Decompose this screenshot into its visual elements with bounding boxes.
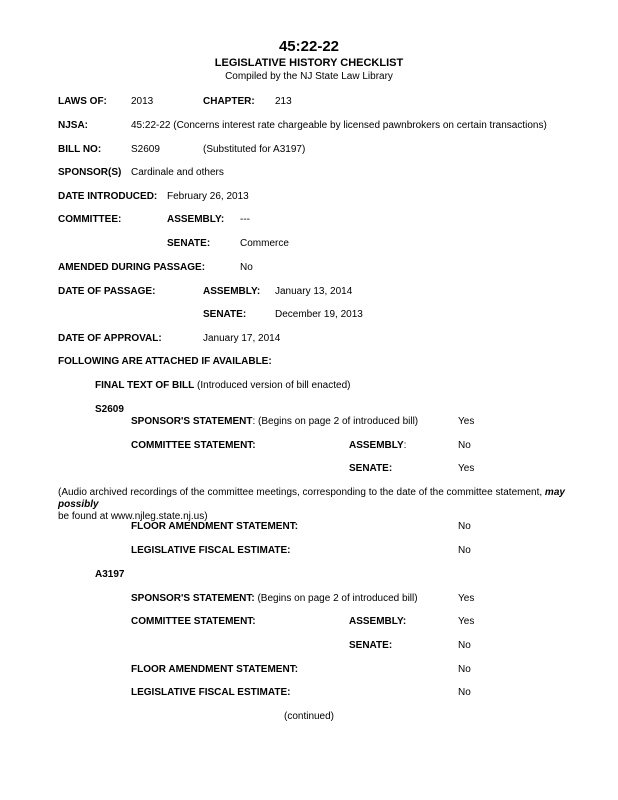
a3197-committee-statement-label: COMMITTEE STATEMENT: [131, 616, 256, 627]
passage-senate-value: December 19, 2013 [275, 309, 363, 320]
a3197-sponsor-statement-note: (Begins on page 2 of introduced bill) [254, 593, 418, 604]
final-text-line [95, 380, 350, 392]
s2609-bill-label: S2609 [95, 404, 124, 415]
amended-label: AMENDED DURING PASSAGE: [58, 262, 206, 273]
a3197-senate-value: No [458, 640, 471, 651]
a3197-bill-label: A3197 [95, 569, 125, 580]
s2609-fiscal-label: LEGISLATIVE FISCAL ESTIMATE: [131, 545, 291, 556]
amended-value: No [240, 262, 253, 273]
laws-of-value: 2013 [131, 96, 154, 107]
committee-senate-value: Commerce [240, 238, 289, 249]
sponsors-label: SPONSOR(S) [58, 167, 122, 178]
a3197-sponsor-statement-label: SPONSOR'S STATEMENT: [131, 593, 255, 604]
continued-footer: (continued) [283, 711, 335, 722]
chapter-value: 213 [275, 96, 292, 107]
s2609-sponsor-statement-label: SPONSOR'S STATEMENT [131, 416, 253, 427]
laws-of-label: LAWS OF: [58, 96, 107, 107]
audio-note [58, 487, 568, 523]
a3197-floor-value: No [458, 664, 471, 675]
attached-heading: FOLLOWING ARE ATTACHED IF AVAILABLE: [58, 356, 272, 367]
a3197-assembly-label: ASSEMBLY: [349, 616, 407, 627]
date-of-passage-label: DATE OF PASSAGE: [58, 286, 156, 297]
date-of-approval-value: January 17, 2014 [203, 333, 281, 344]
s2609-senate-label: SENATE: [349, 463, 393, 474]
a3197-fiscal-label: LEGISLATIVE FISCAL ESTIMATE: [131, 687, 291, 698]
audio-note-part2: be found at www.njleg.state.nj.us) [58, 511, 208, 522]
committee-assembly-label: ASSEMBLY: [167, 214, 225, 225]
passage-assembly-label: ASSEMBLY: [203, 286, 261, 297]
a3197-sponsor-statement [131, 593, 418, 605]
bill-no-label: BILL NO: [58, 144, 102, 155]
final-text-label: FINAL TEXT OF BILL [95, 380, 195, 391]
s2609-fiscal-value: No [458, 545, 471, 556]
s2609-assembly-label: ASSEMBLY [349, 440, 404, 451]
a3197-sponsor-statement-value: Yes [458, 593, 475, 604]
date-introduced-value: February 26, 2013 [167, 191, 249, 202]
njsa-label: NJSA: [58, 120, 89, 131]
s2609-committee-statement-label: COMMITTEE STATEMENT: [131, 440, 256, 451]
s2609-sponsor-statement [131, 416, 418, 428]
a3197-fiscal-value: No [458, 687, 471, 698]
s2609-assembly-value: No [458, 440, 471, 451]
njsa-value: 45:22-22 (Concerns interest rate chargeable by licensed pawnbrokers on certain transactions) [131, 120, 547, 131]
committee-assembly-value: --- [240, 214, 250, 225]
s2609-sponsor-statement-value: Yes [458, 416, 475, 427]
final-text-note: (Introduced version of bill enacted) [194, 380, 351, 391]
a3197-senate-label: SENATE: [349, 640, 393, 651]
s2609-assembly-colon: : [403, 440, 407, 451]
a3197-assembly-value: Yes [458, 616, 475, 627]
s2609-floor-value: No [458, 521, 471, 532]
passage-assembly-value: January 13, 2014 [275, 286, 353, 297]
audio-note-emphasis: may possibly [58, 487, 565, 510]
date-of-approval-label: DATE OF APPROVAL: [58, 333, 162, 344]
s2609-senate-value: Yes [458, 463, 475, 474]
committee-label: COMMITTEE: [58, 214, 122, 225]
compiled-by: Compiled by the NJ State Law Library [225, 71, 393, 82]
page-title: 45:22-22 [278, 38, 340, 55]
sponsors-value: Cardinale and others [131, 167, 224, 178]
s2609-sponsor-statement-note: : (Begins on page 2 of introduced bill) [252, 416, 419, 427]
passage-senate-label: SENATE: [203, 309, 247, 320]
s2609-assembly [349, 440, 406, 452]
s2609-floor-label: FLOOR AMENDMENT STATEMENT: [131, 521, 299, 532]
bill-no-note: (Substituted for A3197) [203, 144, 306, 155]
chapter-label: CHAPTER: [203, 96, 255, 107]
committee-senate-label: SENATE: [167, 238, 211, 249]
bill-no-value: S2609 [131, 144, 160, 155]
a3197-floor-label: FLOOR AMENDMENT STATEMENT: [131, 664, 299, 675]
date-introduced-label: DATE INTRODUCED: [58, 191, 158, 202]
audio-note-part1: (Audio archived recordings of the committee meetings, corresponding to the date of the committee statement, [58, 487, 545, 498]
page-subtitle: LEGISLATIVE HISTORY CHECKLIST [214, 57, 404, 69]
